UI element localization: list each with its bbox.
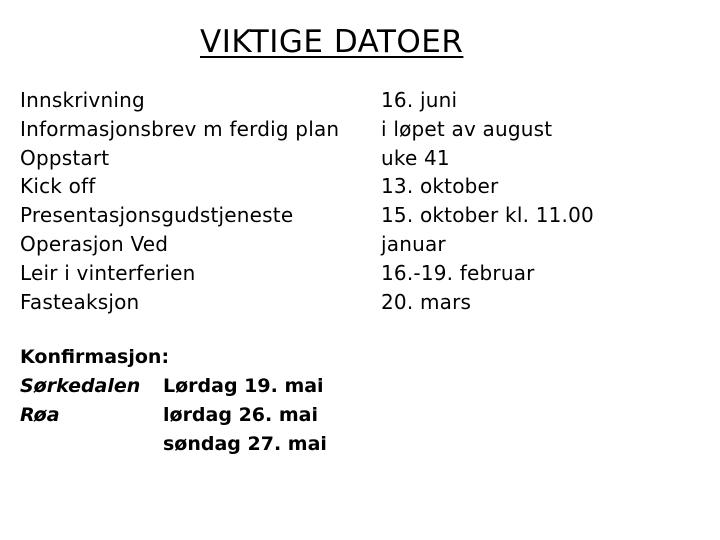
- event-label-list: [20, 86, 339, 316]
- event-label: Leir i vinterferien: [20, 260, 196, 285]
- event-label: Fasteaksjon: [20, 289, 140, 314]
- event-label: Operasjon Ved: [20, 231, 169, 256]
- event-label: Kick off: [20, 174, 96, 199]
- page-title: VIKTIGE DATOER: [200, 24, 464, 60]
- event-label: Innskrivning: [20, 88, 145, 112]
- event-label: Informasjonsbrev m ferdig plan: [20, 116, 340, 141]
- confirmation-date: søndag 27. mai: [163, 433, 327, 455]
- event-date: januar: [381, 231, 446, 256]
- event-label: Presentasjonsgudstjeneste: [20, 203, 294, 228]
- event-date-list: [381, 86, 594, 316]
- event-label: Oppstart: [20, 145, 110, 170]
- confirmation-place: Røa: [20, 404, 60, 426]
- event-date: 16.-19. februar: [381, 260, 535, 285]
- confirmation-heading: Konfirmasjon:: [20, 346, 170, 368]
- event-date: 20. mars: [381, 289, 472, 314]
- event-date: 15. oktober kl. 11.00: [381, 203, 594, 228]
- confirmation-date: lørdag 26. mai: [163, 404, 318, 426]
- event-date: 16. juni: [381, 88, 458, 112]
- event-date: 13. oktober: [381, 174, 499, 199]
- confirmation-place: Sørkedalen: [20, 375, 141, 397]
- event-date: i løpet av august: [381, 116, 553, 141]
- event-date: uke 41: [381, 145, 450, 170]
- confirmation-date: Lørdag 19. mai: [163, 375, 324, 397]
